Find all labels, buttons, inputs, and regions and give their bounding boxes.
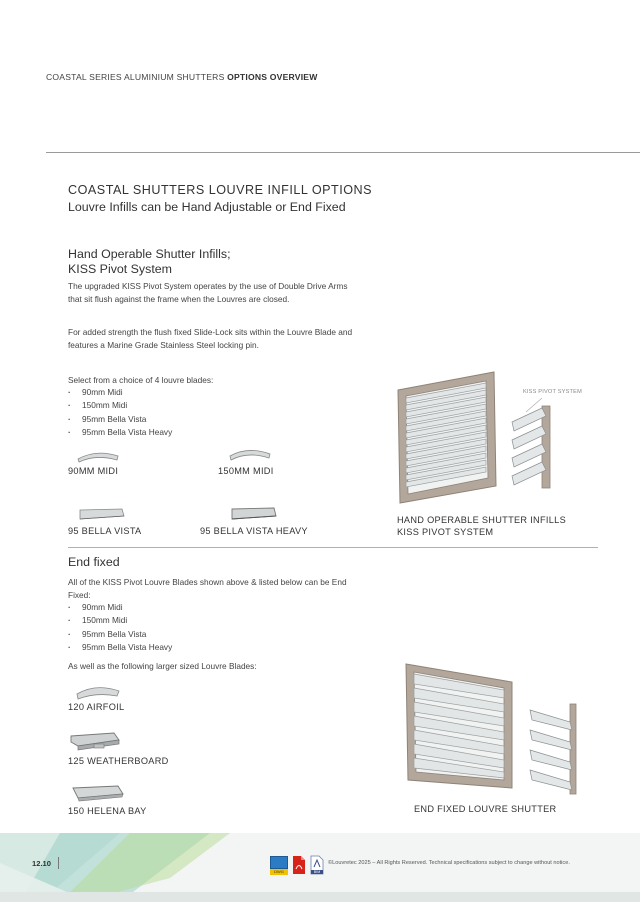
dwg-file-icon[interactable] — [270, 856, 288, 876]
blade-150mm-midi-image — [228, 446, 272, 462]
kiss-description: The upgraded KISS Pivot System operates by the use of Double Drive Arms that sit flush against the frame when the Louvres are closed. — [68, 281, 348, 305]
bim-label: BIM — [313, 870, 321, 874]
end-fixed-description: All of the KISS Pivot Louvre Blades shown above & listed below can be End Fixed: — [68, 577, 347, 601]
page-number-divider — [58, 857, 59, 869]
hand-operable-heading — [68, 247, 348, 277]
section-name: OPTIONS OVERVIEW — [227, 72, 318, 82]
header-divider — [46, 152, 640, 153]
page-subtitle: Louvre Infills can be Hand Adjustable or End Fixed — [68, 200, 346, 214]
series-name: COASTAL SERIES ALUMINIUM SHUTTERS — [46, 72, 225, 82]
larger-blades-intro: As well as the following larger sized Louvre Blades: — [68, 661, 257, 671]
section-divider — [68, 547, 598, 548]
hand-blade-list — [68, 386, 172, 440]
slide-lock-description: For added strength the flush fixed Slide-Lock sits within the Louvre Blade and features a Marine Grade Stainless Steel locking pin. — [68, 327, 353, 351]
list-item: · 150mm Midi — [68, 399, 172, 412]
blade-95-bella-vista-image — [76, 506, 126, 522]
blade-125-weatherboard-image — [68, 730, 122, 752]
blade-150-helena-bay-image — [70, 782, 126, 802]
kiss-pivot-diagram-label: KISS PIVOT SYSTEM — [523, 389, 582, 395]
end-fixed-blade-list — [68, 601, 172, 655]
dwg-label: DWG — [270, 869, 288, 875]
page-title: COASTAL SHUTTERS LOUVRE INFILL OPTIONS — [68, 183, 373, 197]
list-item: · 90mm Midi — [68, 386, 172, 399]
hand-heading-line1: Hand Operable Shutter Infills; — [68, 247, 231, 261]
blade-label: 90MM MIDI — [68, 466, 119, 476]
copyright-notice: ©Louvretec 2025 – All Rights Reserved. Technical specifications subject to change without notice. — [328, 860, 570, 866]
list-item: · 90mm Midi — [68, 601, 172, 614]
bim-file-icon[interactable] — [310, 855, 324, 875]
blade-choice-intro: Select from a choice of 4 louvre blades: — [68, 375, 214, 385]
end-fixed-heading: End fixed — [68, 555, 120, 569]
blade-label: 150 HELENA BAY — [68, 806, 147, 816]
list-item: · 95mm Bella Vista Heavy — [68, 426, 172, 439]
blade-label: 125 WEATHERBOARD — [68, 756, 169, 766]
list-item: · 95mm Bella Vista Heavy — [68, 641, 172, 654]
list-item: · 150mm Midi — [68, 614, 172, 627]
end-fixed-shutter-image — [400, 660, 580, 800]
blade-label: 120 AIRFOIL — [68, 702, 125, 712]
blade-120-airfoil-image — [74, 683, 122, 701]
blade-label: 150MM MIDI — [218, 466, 274, 476]
pdf-file-icon[interactable] — [292, 855, 306, 875]
footer-bottom-band — [0, 892, 640, 902]
blade-95-bella-vista-heavy-image — [228, 506, 278, 522]
blade-90mm-midi-image — [76, 448, 120, 464]
list-item: · 95mm Bella Vista — [68, 413, 172, 426]
hand-heading-line2: KISS Pivot System — [68, 262, 172, 276]
caption-line2: KISS PIVOT SYSTEM — [397, 526, 494, 537]
list-item: · 95mm Bella Vista — [68, 628, 172, 641]
page-number: 12.10 — [32, 859, 52, 868]
hand-operable-caption — [397, 515, 566, 538]
blade-label: 95 BELLA VISTA — [68, 526, 142, 536]
blade-label: 95 BELLA VISTA HEAVY — [200, 526, 308, 536]
running-header — [46, 72, 318, 82]
caption-line1: HAND OPERABLE SHUTTER INFILLS — [397, 515, 567, 525]
end-fixed-caption: END FIXED LOUVRE SHUTTER — [414, 804, 557, 814]
